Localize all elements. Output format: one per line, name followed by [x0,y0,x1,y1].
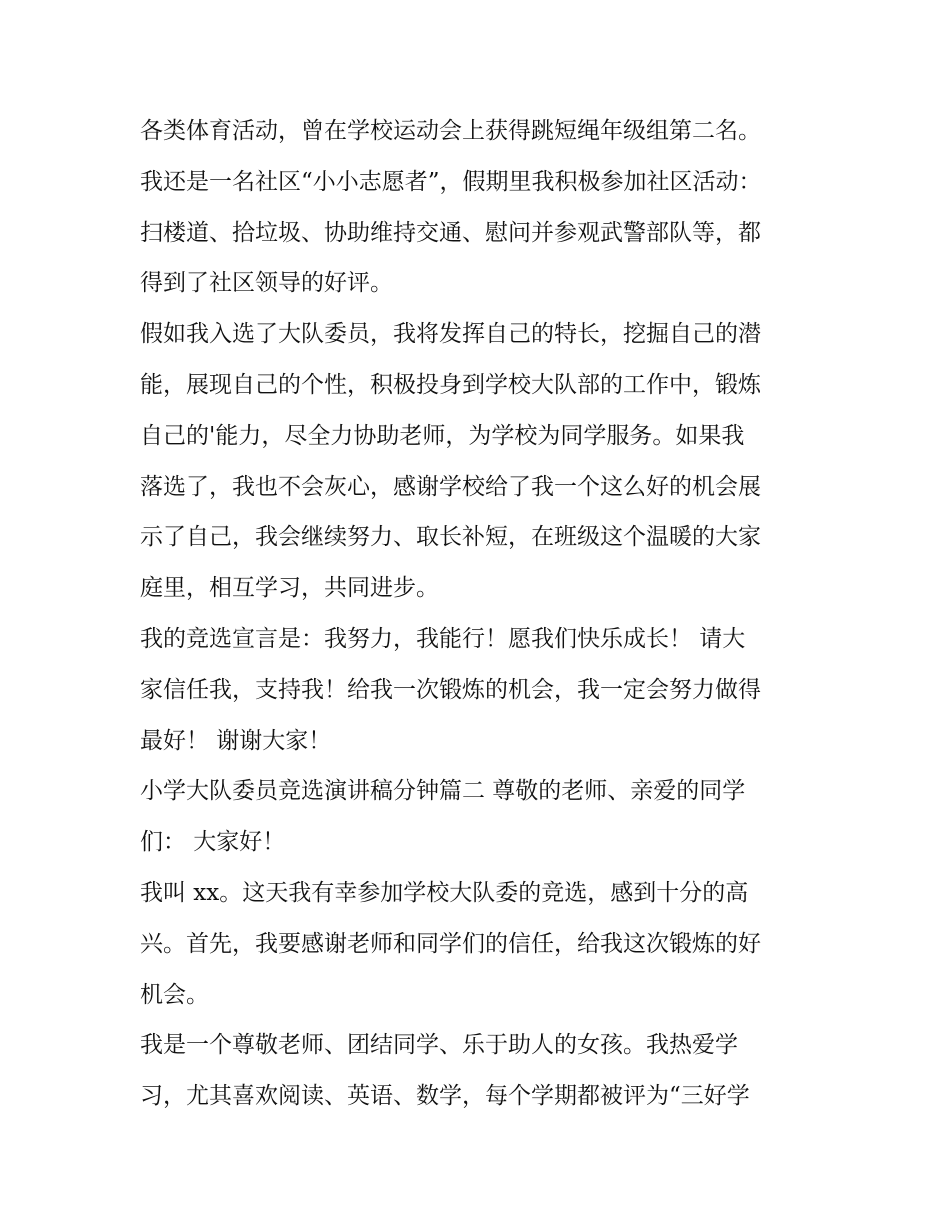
text-line: 我是一个尊敬老师、团结同学、乐于助人的女孩。我热爱学 [140,1032,738,1059]
text-line: 得到了社区领导的好评。 [140,270,393,297]
text-line: 兴。首先，我要感谢老师和同学们的信任，给我这次锻炼的好 [140,930,761,957]
text-line: 落选了，我也不会灰心，感谢学校给了我一个这么好的机会展 [140,473,761,500]
text-line: 家信任我，支持我！给我一次锻炼的机会，我一定会努力做得 [140,676,761,703]
text-line: 我叫 xx。这天我有幸参加学校大队委的竞选，感到十分的高 [140,879,749,906]
text-line: 们： 大家好！ [140,829,286,856]
text-line: 庭里，相互学习，共同进步。 [140,575,439,602]
text-line: 最好！ 谢谢大家！ [140,727,332,754]
text-line: 习，尤其喜欢阅读、英语、数学，每个学期都被评为“三好学 [140,1083,750,1110]
text-line: 各类体育活动，曾在学校运动会上获得跳短绳年级组第二名。 [140,118,761,144]
text-line: 机会。 [140,981,209,1008]
document-body [140,106,820,1122]
text-line: 扫楼道、拾垃圾、协助维持交通、慰问并参观武警部队等，都 [140,219,761,246]
text-line: 能，展现自己的个性，积极投身到学校大队部的工作中，锻炼 [140,371,761,398]
text-line: 自己的'能力，尽全力协助老师，为学校为同学服务。如果我 [140,422,745,449]
text-line: 我的竞选宣言是：我努力，我能行！愿我们快乐成长！ 请大 [140,625,746,652]
text-line: 我还是一名社区“小小志愿者”，假期里我积极参加社区活动： [140,168,762,195]
text-line: 小学大队委员竞选演讲稿分钟篇二 尊敬的老师、亲爱的同学 [140,778,746,805]
text-line: 假如我入选了大队委员，我将发挥自己的特长，挖掘自己的潜 [140,321,761,348]
text-line: 示了自己，我会继续努力、取长补短，在班级这个温暖的大家 [140,524,761,551]
